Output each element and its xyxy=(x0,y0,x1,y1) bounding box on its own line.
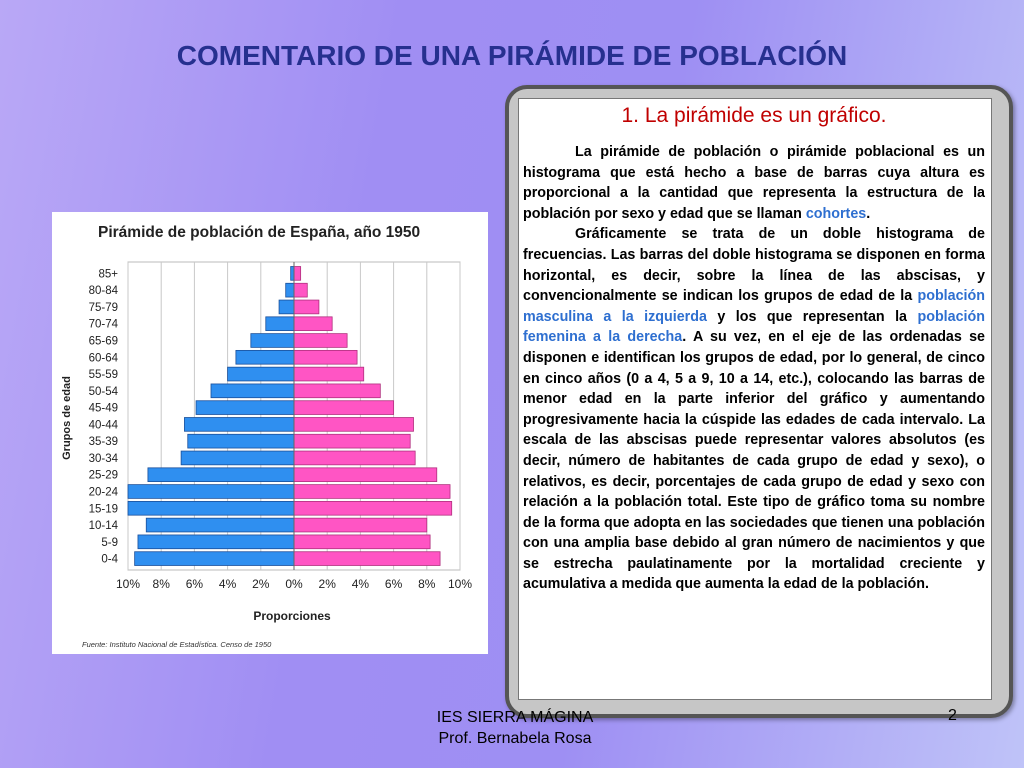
bar-mujeres-60-64 xyxy=(294,350,357,364)
y-tick-label: 15-19 xyxy=(88,503,118,516)
y-tick-label: 5-9 xyxy=(101,536,118,549)
p2-text-c: . A su vez, en el eje de las ordenadas se disponen e identifican los grupos de edad, por lo general, de cinco en cinco años (0 a 4, 5 a 9, 10 a 14, etc.), colocando las barras de menor edad en la parte inferior del gráfico y aumentando progresivamente hacia la cúspide las edades de cada intervalo. La escala de las abscisas puede representar valores absolutos (es decir, número de habitantes de cada grupo de edad y sexo), o relativos, es decir, porcentajes de cada grupo de edad y sexo con relación a la población total. Este tipo de gráfico toma su nombre de la forma que adopta en las sociedades que tienen una población con una amplia base debido al gran número de nacimientos y que se estrecha paulatinamente por la mortalidad creciente y acumulativa a medida que aumenta la edad de la población. xyxy=(523,329,985,593)
p2-text-a: Gráficamente se trata de un doble histograma de frecuencias. Las barras del doble histograma se disponen en forma horizontal, es decir, sobre la línea de las abscisas, y convencionalmente se indican los grupos de edad de la xyxy=(523,226,985,305)
textbox-heading: 1. La pirámide es un gráfico. xyxy=(621,104,887,127)
bar-varones-70-74 xyxy=(266,317,294,331)
chart-ylabel: Grupos de edad xyxy=(61,376,73,460)
x-tick-label: 8% xyxy=(418,577,436,591)
y-tick-label: 45-49 xyxy=(88,402,118,415)
chart-xlabel: Proporciones xyxy=(253,609,331,623)
bar-varones-0-4 xyxy=(135,552,294,566)
bar-mujeres-20-24 xyxy=(294,485,450,499)
bar-varones-25-29 xyxy=(148,468,294,482)
paragraph-1 xyxy=(523,142,985,224)
x-tick-label: 6% xyxy=(384,577,403,591)
bar-varones-45-49 xyxy=(196,401,294,415)
y-tick-label: 35-39 xyxy=(88,436,118,449)
bar-varones-30-34 xyxy=(181,451,294,465)
bar-varones-15-19 xyxy=(128,501,294,515)
x-tick-label: 4% xyxy=(218,577,237,591)
y-tick-label: 0-4 xyxy=(101,553,118,566)
bar-mujeres-45-49 xyxy=(294,401,394,415)
footer-author: Prof. Bernabela Rosa xyxy=(438,730,592,747)
y-tick-label: 40-44 xyxy=(88,419,118,432)
bar-mujeres-5-9 xyxy=(294,535,430,549)
chart-source: Fuente: Instituto Nacional de Estadística. Censo de 1950 xyxy=(82,640,272,649)
x-tick-label: 10% xyxy=(447,577,473,591)
bar-varones-55-59 xyxy=(228,367,294,381)
y-tick-label: 75-79 xyxy=(88,301,118,314)
bar-mujeres-85+ xyxy=(294,267,301,281)
y-tick-label: 20-24 xyxy=(88,486,118,499)
footer xyxy=(400,707,630,749)
y-tick-label: 80-84 xyxy=(88,285,118,298)
bar-mujeres-15-19 xyxy=(294,501,452,515)
population-pyramid-chart xyxy=(52,212,488,654)
chart-title: Pirámide de población de España, año 1950 xyxy=(98,224,421,241)
bar-varones-40-44 xyxy=(184,418,294,432)
bar-mujeres-35-39 xyxy=(294,434,410,448)
bar-mujeres-75-79 xyxy=(294,300,319,314)
y-tick-label: 70-74 xyxy=(88,318,118,331)
y-tick-label: 85+ xyxy=(98,268,118,281)
footer-school: IES SIERRA MÁGINA xyxy=(436,709,594,726)
y-tick-label: 50-54 xyxy=(88,385,118,398)
p2-highlight-1: población masculina a la izquierda xyxy=(523,288,985,325)
paragraph-2 xyxy=(523,224,985,595)
bar-varones-35-39 xyxy=(188,434,294,448)
x-tick-label: 2% xyxy=(318,577,336,591)
x-tick-label: 6% xyxy=(185,577,204,591)
bar-varones-75-79 xyxy=(279,300,294,314)
bar-mujeres-70-74 xyxy=(294,317,332,331)
x-tick-label: 0% xyxy=(285,577,303,591)
x-tick-label: 8% xyxy=(152,577,170,591)
bar-mujeres-40-44 xyxy=(294,418,414,432)
bar-varones-50-54 xyxy=(211,384,294,398)
bar-varones-20-24 xyxy=(128,485,294,499)
bar-mujeres-10-14 xyxy=(294,518,427,532)
bar-mujeres-50-54 xyxy=(294,384,380,398)
y-tick-label: 10-14 xyxy=(88,520,118,533)
slide-title: COMENTARIO DE UNA PIRÁMIDE DE POBLACIÓN xyxy=(176,40,848,71)
bar-mujeres-65-69 xyxy=(294,334,347,348)
bar-mujeres-25-29 xyxy=(294,468,437,482)
y-tick-label: 65-69 xyxy=(88,335,118,348)
p2-text-b: y los que representan la xyxy=(706,308,918,325)
bar-mujeres-80-84 xyxy=(294,283,307,297)
bar-varones-80-84 xyxy=(286,283,294,297)
page-number: 2 xyxy=(948,707,957,724)
x-tick-label: 10% xyxy=(115,577,141,591)
y-tick-label: 25-29 xyxy=(88,469,118,482)
bar-varones-60-64 xyxy=(236,350,294,364)
x-tick-label: 2% xyxy=(252,577,270,591)
y-tick-label: 60-64 xyxy=(88,352,118,365)
p1-text: La pirámide de población o pirámide poblacional es un histograma que está hecho a base de barras cuya altura es proporcional a la cantidad que representa la estructura de la población por sexo y edad que se llaman xyxy=(523,144,985,222)
bar-varones-5-9 xyxy=(138,535,294,549)
p2-highlight-2: población femenina a la derecha xyxy=(523,308,985,346)
bar-mujeres-30-34 xyxy=(294,451,415,465)
bar-varones-10-14 xyxy=(146,518,294,532)
p1-highlight: cohortes xyxy=(805,205,867,222)
y-tick-label: 55-59 xyxy=(88,369,118,382)
pyramid-svg xyxy=(52,212,488,654)
bar-varones-65-69 xyxy=(251,334,294,348)
textbox-body xyxy=(523,142,985,595)
bar-mujeres-0-4 xyxy=(294,552,440,566)
x-tick-label: 4% xyxy=(351,577,370,591)
bar-mujeres-55-59 xyxy=(294,367,364,381)
y-tick-label: 30-34 xyxy=(88,452,118,465)
p1-end: . xyxy=(866,205,871,222)
